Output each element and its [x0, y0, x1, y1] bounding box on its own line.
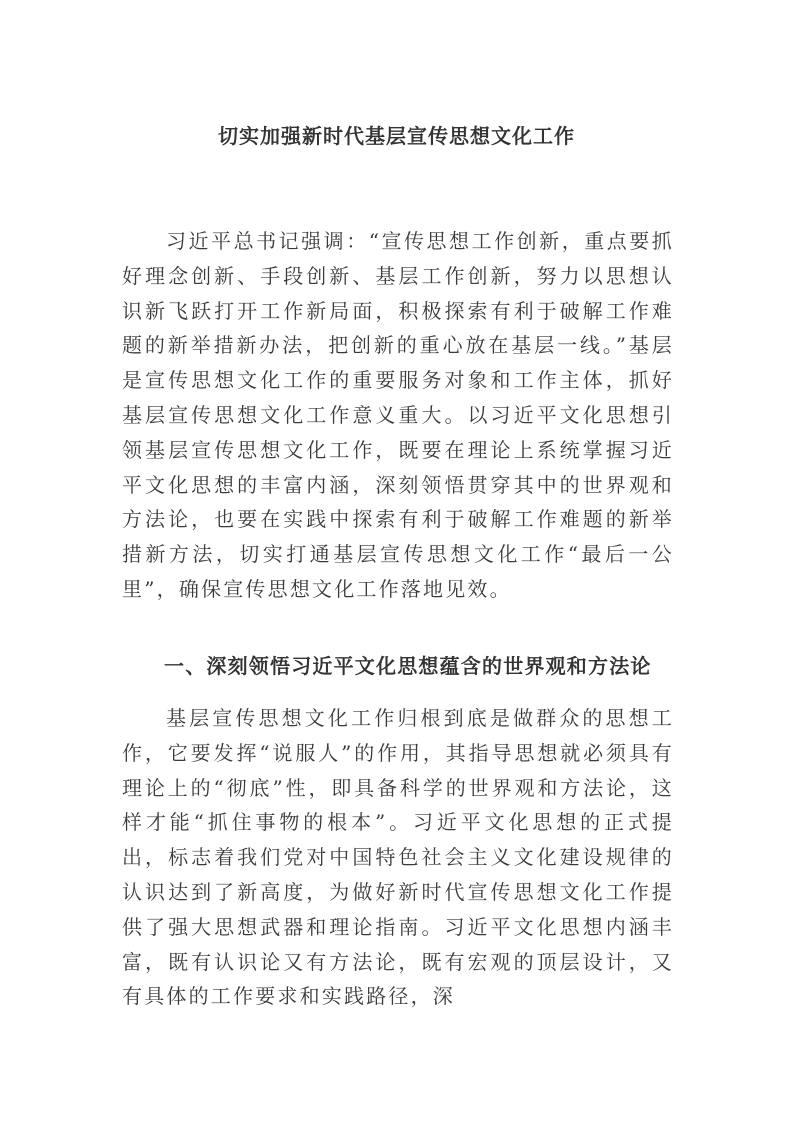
document-title: 切实加强新时代基层宣传思想文化工作	[218, 124, 575, 148]
section-heading: 一、深刻领悟习近平文化思想蕴含的世界观和方法论	[164, 654, 652, 678]
intro-paragraph: 习近平总书记强调：“宣传思想工作创新，重点要抓好理念创新、手段创新、基层工作创新，努力以思想认识新飞跃打开工作新局面，积极探索有利于破解工作难题的新举措新办法，把创新的重心放在基层一线。”基层是宣传思想文化工作的重要服务对象和工作主体，抓好基层宣传思想文化工作意义重大。以习近平文化思想引领基层宣传思想文化工作，既要在理论上系统掌握习近平文化思想的丰富内涵，深刻领悟贯穿其中的世界观和方法论，也要在实践中探索有利于破解工作难题的新举措新方法，切实打通基层宣传思想文化工作“最后一公里”，确保宣传思想文化工作落地见效。	[122, 229, 674, 601]
section-paragraph: 基层宣传思想文化工作归根到底是做群众的思想工作，它要发挥“说服人”的作用，其指导思想就必须具有理论上的“彻底”性，即具备科学的世界观和方法论，这样才能“抓住事物的根本”。习近平文化思想的正式提出，标志着我们党对中国特色社会主义文化建设规律的认识达到了新高度，为做好新时代宣传思想文化工作提供了强大思想武器和理论指南。习近平文化思想内涵丰富，既有认识论又有方法论，既有宏观的顶层设计，又有具体的工作要求和实践路径，深	[122, 706, 674, 1009]
